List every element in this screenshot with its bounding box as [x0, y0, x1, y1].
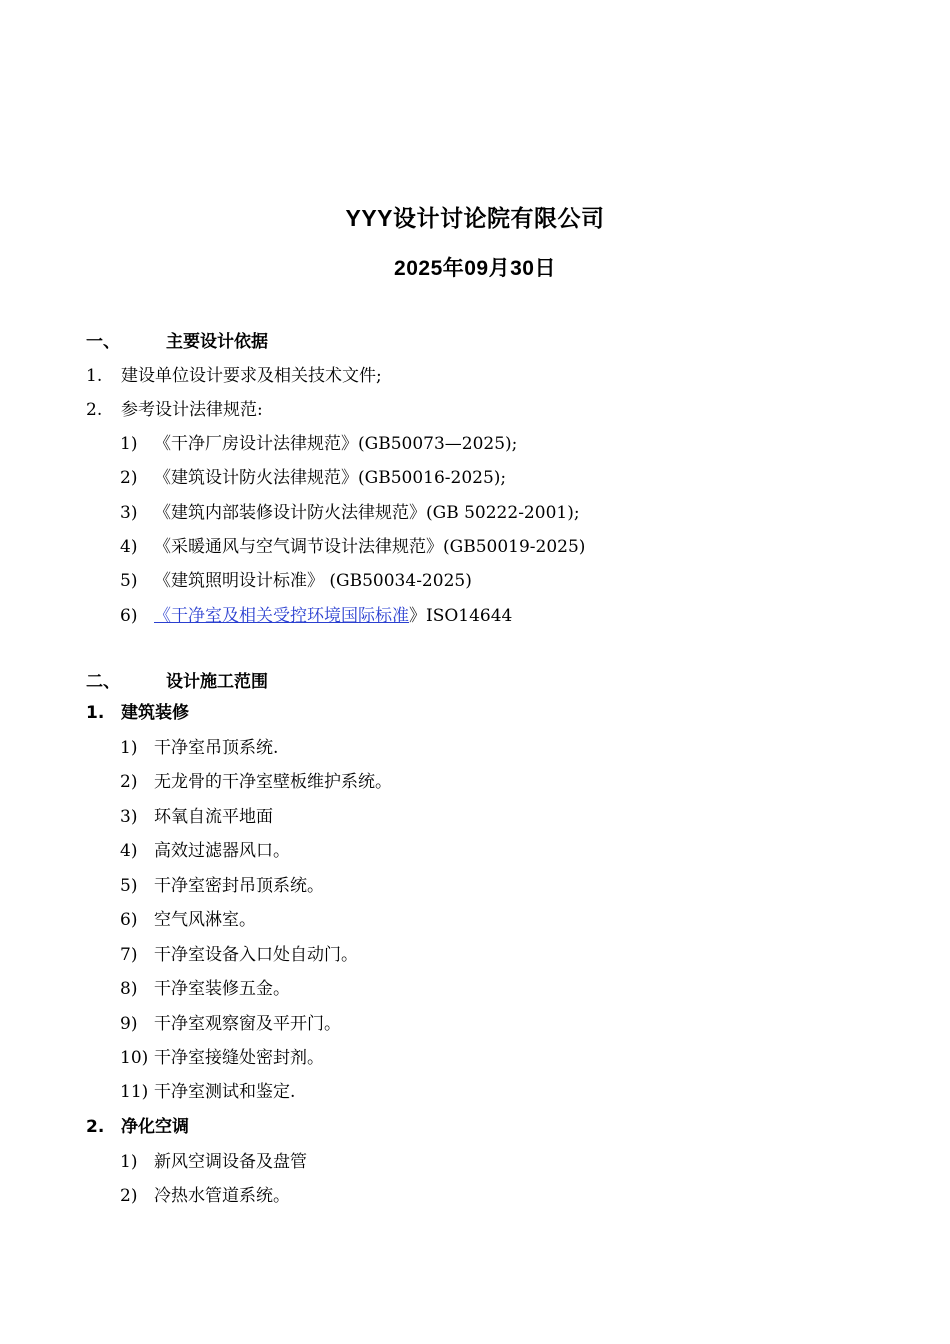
list-item: [120, 1080, 295, 1104]
subsection-heading-2: [86, 1115, 189, 1139]
item-number: 4): [120, 841, 138, 861]
item-text: 环氧自流平地面: [154, 807, 273, 827]
item-number: 3): [120, 807, 138, 827]
item-text: 无龙骨的干净室壁板维护系统。: [154, 772, 392, 792]
item-number: 11): [120, 1082, 149, 1102]
list-item: [120, 839, 290, 863]
item-number: 1.: [86, 366, 103, 386]
reference-item: [120, 432, 517, 456]
reference-item: [120, 569, 472, 593]
item-text: 干净室设备入口处自动门。: [154, 945, 358, 965]
section-number: 一、: [86, 332, 120, 352]
subsection-title: 建筑装修: [121, 703, 189, 723]
reference-item: [120, 604, 512, 628]
subsection-number: 1.: [86, 703, 105, 723]
item-number: 6): [120, 910, 138, 930]
item-number: 2): [120, 1186, 138, 1206]
reference-item: [120, 466, 506, 490]
item-text: 干净室装修五金。: [154, 979, 290, 999]
list-item: [86, 398, 263, 422]
list-item: [120, 805, 273, 829]
list-item: [120, 770, 392, 794]
item-text: 》ISO14644: [409, 606, 513, 626]
list-item: [120, 874, 324, 898]
item-number: 2): [120, 772, 138, 792]
section-title: 设计施工范围: [166, 672, 268, 692]
item-text: 空气风淋室。: [154, 910, 256, 930]
item-number: 5): [120, 876, 138, 896]
item-number: 3): [120, 503, 138, 523]
section-number: 二、: [86, 672, 120, 692]
item-text: 高效过滤器风口。: [154, 841, 290, 861]
reference-item: [120, 535, 585, 559]
section-heading-2: [86, 670, 268, 694]
list-item: [120, 1012, 341, 1036]
item-text: 参考设计法律规范:: [121, 400, 263, 420]
standard-link[interactable]: 《干净室及相关受控环境国际标准: [154, 606, 409, 626]
list-item: [120, 736, 278, 760]
list-item: [120, 908, 256, 932]
item-text: 建设单位设计要求及相关技术文件;: [121, 366, 382, 386]
item-text: 《建筑照明设计标准》 (GB50034-2025): [154, 571, 472, 591]
item-number: 7): [120, 945, 138, 965]
section-title: 主要设计依据: [166, 332, 268, 352]
list-item: [120, 1184, 290, 1208]
list-item: [120, 1150, 307, 1174]
list-item: [86, 364, 382, 388]
item-text: 《采暖通风与空气调节设计法律规范》(GB50019-2025): [154, 537, 586, 557]
item-text: 干净室观察窗及平开门。: [154, 1014, 341, 1034]
item-text: 干净室密封吊顶系统。: [154, 876, 324, 896]
document-date: 2025年09月30日: [394, 257, 556, 280]
item-number: 9): [120, 1014, 138, 1034]
item-number: 4): [120, 537, 138, 557]
list-item: [120, 977, 290, 1001]
item-text: 《干净厂房设计法律规范》(GB50073—2025);: [154, 434, 518, 454]
item-text: 新风空调设备及盘管: [154, 1152, 307, 1172]
item-number: 2): [120, 468, 138, 488]
item-number: 8): [120, 979, 138, 999]
item-text: 《建筑内部装修设计防火法律规范》(GB 50222-2001);: [154, 503, 580, 523]
item-text: 干净室接缝处密封剂。: [154, 1048, 324, 1068]
reference-item: [120, 501, 580, 525]
list-item: [120, 943, 358, 967]
item-number: 5): [120, 571, 138, 591]
subsection-title: 净化空调: [121, 1117, 189, 1137]
item-number: 1): [120, 1152, 138, 1172]
item-text: 干净室测试和鉴定.: [154, 1082, 296, 1102]
subsection-heading-1: [86, 701, 189, 725]
item-text: 冷热水管道系统。: [154, 1186, 290, 1206]
company-name: YYY设计讨论院有限公司: [345, 205, 605, 231]
item-number: 2.: [86, 400, 103, 420]
item-number: 6): [120, 606, 138, 626]
item-text: 干净室吊顶系统.: [154, 738, 279, 758]
item-text: 《建筑设计防火法律规范》(GB50016-2025);: [154, 468, 507, 488]
item-number: 1): [120, 738, 138, 758]
item-number: 1): [120, 434, 138, 454]
item-number: 10): [120, 1048, 149, 1068]
subsection-number: 2.: [86, 1117, 105, 1137]
list-item: [120, 1046, 324, 1070]
section-heading-1: [86, 330, 268, 354]
